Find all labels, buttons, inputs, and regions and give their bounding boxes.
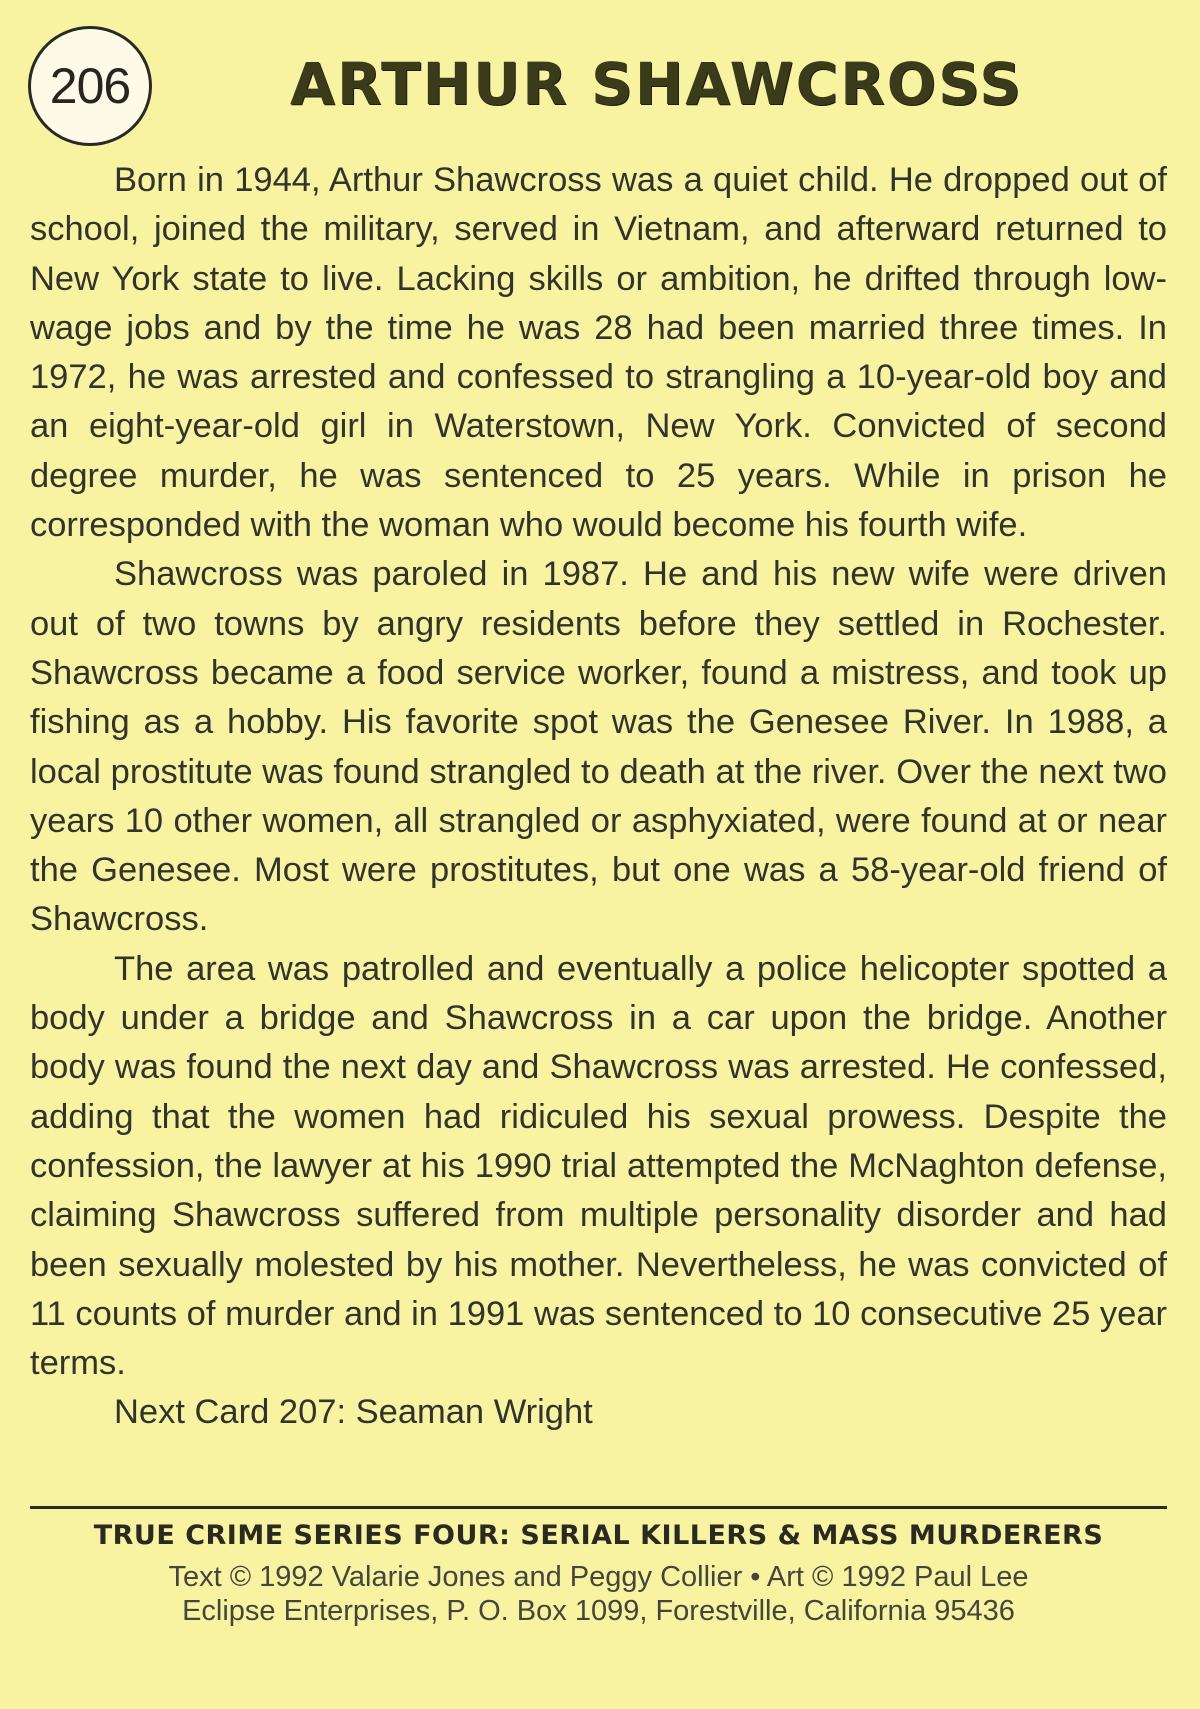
- credits-line: Text © 1992 Valarie Jones and Peggy Collier • Art © 1992 Paul Lee: [168, 1561, 1029, 1593]
- card-title: ARTHUR SHAWCROSS: [290, 50, 1024, 118]
- card-number: 206: [49, 58, 131, 114]
- credits-block: [30, 1560, 1167, 1628]
- card-body: [30, 156, 1167, 1438]
- body-paragraph: The area was patrolled and eventually a police helicopter spotted a body under a bridge and Shawcross in a car upon the bridge. Another body was found the next day and Shawcross was arrested. He confessed, adding that the women had ridiculed his sexual prowess. Despite the confession, the lawyer at his 1990 trial attempted the McNaghton defense, claiming Shawcross suffered from multiple personality disorder and had been sexually molested by his mother. Nevertheless, he was convicted of 11 counts of murder and in 1991 was sentenced to 10 consecutive 25 year terms.: [30, 949, 1167, 1383]
- card-number-badge: [28, 26, 152, 146]
- body-paragraph: Shawcross was paroled in 1987. He and his new wife were driven out of two towns by angry residents before they settled in Rochester. Shawcross became a food service worker, found a mistress, and took up fishing as a hobby. His favorite spot was the Genesee River. In 1988, a local prostitute was found strangled to death at the river. Over the next two years 10 other women, all strangled or asphyxiated, were found at or near the Genesee. Most were prostitutes, but one was a 58-year-old friend of Shawcross.: [30, 555, 1167, 939]
- footer-divider: [30, 1506, 1167, 1509]
- body-paragraph: Born in 1944, Arthur Shawcross was a quiet child. He dropped out of school, joined the military, served in Vietnam, and afterward returned to New York state to live. Lacking skills or ambition, he drifted through low-wage jobs and by the time he was 28 had been married three times. In 1972, he was arrested and confessed to strangling a 10-year-old boy and an eight-year-old girl in Waterstown, New York. Convicted of second degree murder, he was sentenced to 25 years. While in prison he corresponded with the woman who would become his fourth wife.: [30, 161, 1167, 545]
- publisher-address: Eclipse Enterprises, P. O. Box 1099, Forestville, California 95436: [182, 1595, 1015, 1627]
- next-card-line: Next Card 207: Seaman Wright: [114, 1393, 593, 1432]
- series-title: TRUE CRIME SERIES FOUR: SERIAL KILLERS & MASS MURDERERS: [93, 1520, 1104, 1551]
